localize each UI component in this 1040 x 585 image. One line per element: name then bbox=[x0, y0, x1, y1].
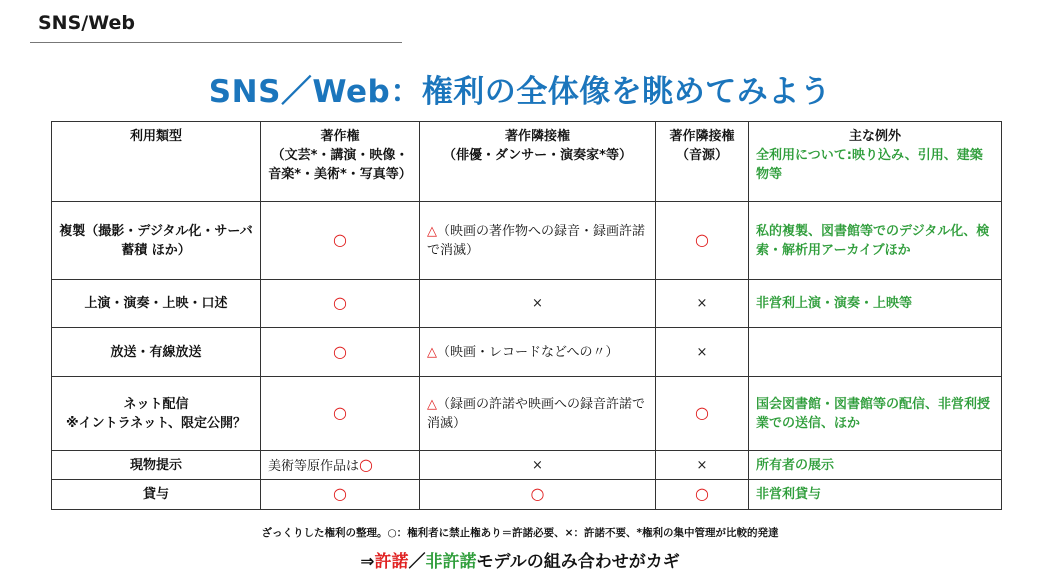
performer-note: （録画の許諾や映画への録音許諾で消滅） bbox=[427, 396, 646, 431]
conclusion-arrow: ⇒ bbox=[360, 552, 375, 572]
rights-table bbox=[51, 121, 1002, 510]
conclusion-suffix: モデルの組み合わせがカギ bbox=[476, 552, 680, 572]
exception-cell: 私的複製、図書館等でのデジタル化、検索・解析用アーカイブほか bbox=[749, 202, 1002, 280]
table-row bbox=[52, 202, 1002, 280]
page-title: SNS／Web：権利の全体像を眺めてみよう bbox=[208, 74, 832, 110]
row-type: 複製（撮影・デジタル化・サーバ蓄積 ほか） bbox=[52, 202, 261, 280]
performer-note: （映画の著作物への録音・録画許諾で消滅） bbox=[427, 223, 646, 258]
record-cell bbox=[656, 280, 749, 328]
copyright-cell bbox=[261, 280, 420, 328]
footnote: ざっくりした権利の整理。○：権利者に禁止権あり＝許諾必要、×：許諾不要、*権利の集中管理が比較的発達 bbox=[261, 527, 779, 539]
circle-mark: ○ bbox=[333, 293, 347, 312]
circle-mark: ○ bbox=[530, 484, 545, 503]
circle-mark: ○ bbox=[333, 403, 347, 422]
circle-mark: ○ bbox=[695, 403, 709, 422]
exception-cell bbox=[749, 328, 1002, 377]
circle-mark: ○ bbox=[695, 484, 709, 503]
performer-cell bbox=[420, 377, 656, 451]
record-cell bbox=[656, 377, 749, 451]
performer-cell bbox=[420, 202, 656, 280]
header-neighbor-record: 著作隣接権 （音源） bbox=[656, 122, 749, 202]
circle-mark: ○ bbox=[359, 454, 373, 474]
table-header-row bbox=[52, 122, 1002, 202]
triangle-mark: △ bbox=[427, 396, 437, 412]
table-row bbox=[52, 480, 1002, 510]
header-usage-type: 利用類型 bbox=[52, 122, 261, 202]
performer-note: （映画・レコードなどへの〃） bbox=[437, 344, 619, 360]
copyright-cell bbox=[261, 202, 420, 280]
header-neighbor-performer: 著作隣接権 （俳優・ダンサー・演奏家*等） bbox=[420, 122, 656, 202]
copyright-cell bbox=[261, 451, 420, 480]
performer-cell bbox=[420, 451, 656, 480]
header-copyright: 著作権 （文芸*・講演・映像・音楽*・美術*・写真等） bbox=[261, 122, 420, 202]
cross-mark: × bbox=[532, 296, 543, 311]
cross-mark: × bbox=[696, 344, 708, 360]
row-type: 上演・演奏・上映・口述 bbox=[52, 280, 261, 328]
cross-mark: × bbox=[696, 296, 708, 311]
circle-mark: ○ bbox=[333, 341, 347, 361]
section-label: SNS/Web bbox=[38, 12, 135, 34]
row-type-label: ネット配信 bbox=[123, 396, 189, 412]
copyright-note: 美術等原作品は bbox=[268, 458, 360, 474]
copyright-cell bbox=[261, 480, 420, 510]
header-exceptions: 主な例外 全利用について:映り込み、引用、建築物等 bbox=[749, 122, 1002, 202]
record-cell bbox=[656, 202, 749, 280]
conclusion bbox=[0, 547, 1040, 572]
row-type: 放送・有線放送 bbox=[52, 328, 261, 377]
table-row bbox=[52, 328, 1002, 377]
copyright-cell bbox=[261, 377, 420, 451]
triangle-mark: △ bbox=[427, 223, 437, 239]
record-cell bbox=[656, 328, 749, 377]
table-row bbox=[52, 451, 1002, 480]
circle-mark: ○ bbox=[333, 484, 347, 503]
exception-cell: 国会図書館・図書館等の配信、非営利授業での送信、ほか bbox=[749, 377, 1002, 451]
row-type: 現物提示 bbox=[52, 451, 261, 480]
triangle-mark: △ bbox=[427, 344, 437, 360]
row-type: 貸与 bbox=[52, 480, 261, 510]
header-divider bbox=[30, 42, 402, 43]
performer-cell bbox=[420, 328, 656, 377]
cross-mark: × bbox=[696, 457, 708, 473]
exception-cell: 所有者の展示 bbox=[749, 451, 1002, 480]
circle-mark: ○ bbox=[333, 230, 347, 249]
copyright-cell bbox=[261, 328, 420, 377]
performer-cell bbox=[420, 480, 656, 510]
conclusion-term-permit: 許諾 bbox=[374, 552, 409, 572]
row-type bbox=[52, 377, 261, 451]
exception-cell: 非営利貸与 bbox=[749, 480, 1002, 510]
row-type-note: ※イントラネット、限定公開？ bbox=[65, 415, 247, 431]
conclusion-term-nonpermit: 非許諾 bbox=[425, 552, 477, 572]
conclusion-separator: ／ bbox=[408, 552, 426, 572]
table-row bbox=[52, 280, 1002, 328]
performer-cell bbox=[420, 280, 656, 328]
cross-mark: × bbox=[532, 457, 543, 473]
circle-mark: ○ bbox=[695, 230, 709, 249]
table-row bbox=[52, 377, 1002, 451]
exception-cell: 非営利上演・演奏・上映等 bbox=[749, 280, 1002, 328]
record-cell bbox=[656, 451, 749, 480]
record-cell bbox=[656, 480, 749, 510]
